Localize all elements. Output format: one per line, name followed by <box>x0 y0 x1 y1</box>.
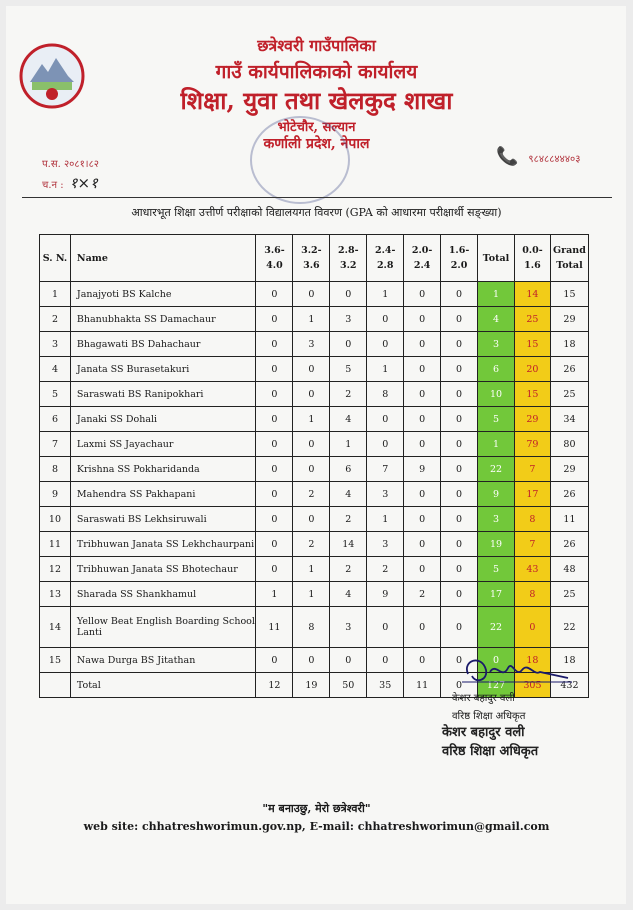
cell-gpa-2.8-3.2: 5 <box>330 357 367 382</box>
cell-gpa-3.2-3.6: 0 <box>293 648 330 673</box>
cell-gpa-3.6-4.0: 0 <box>256 557 293 582</box>
cell-gpa-3.6-4.0: 0 <box>256 407 293 432</box>
province-country: कर्णाली प्रदेश, नेपाल <box>263 136 370 152</box>
cell-school-name: Bhagawati BS Dahachaur <box>70 332 256 357</box>
cell-sn: 10 <box>40 507 71 532</box>
cell-gpa-1.6-2.0: 0 <box>441 507 478 532</box>
cell-gpa-2.4-2.8: 1 <box>367 507 404 532</box>
table-row <box>40 457 589 482</box>
header-divider <box>22 197 612 198</box>
cell-gpa-2.0-2.4: 0 <box>404 282 441 307</box>
cell-gpa-2.4-2.8: 7 <box>367 457 404 482</box>
cell-sn: 13 <box>40 582 71 607</box>
cell-gpa-1.6-2.0: 0 <box>441 457 478 482</box>
cell-gpa-1.6-2.0: 0 <box>441 607 478 648</box>
header-gpa-1.6-2.0: 1.6-2.0 <box>441 235 478 282</box>
cell-gpa-0.0-1.6: 8 <box>514 507 550 532</box>
cell-gpa-1.6-2.0: 0 <box>441 357 478 382</box>
cell-school-name: Janaki SS Dohali <box>70 407 256 432</box>
cell-gpa-0.0-1.6: 79 <box>514 432 550 457</box>
cell-gpa-1.6-2.0: 0 <box>441 307 478 332</box>
cell-gpa-2.8-3.2: 2 <box>330 557 367 582</box>
cell-gpa-2.4-2.8: 0 <box>367 307 404 332</box>
header-gpa-2.8-3.2: 2.8-3.2 <box>330 235 367 282</box>
cell-school-name: Saraswati BS Ranipokhari <box>70 382 256 407</box>
officer-title-small: वरिष्ठ शिक्षा अधिकृत <box>452 711 526 722</box>
cell-grand-total: 26 <box>550 357 588 382</box>
cell-gpa-2.8-3.2: 3 <box>330 607 367 648</box>
phone-contact <box>496 146 580 167</box>
cell-sn: 6 <box>40 407 71 432</box>
cell-school-name: Bhanubhakta SS Damachaur <box>70 307 256 332</box>
cell-gpa-2.4-2.8: 0 <box>367 332 404 357</box>
cell-gpa-2.8-3.2: 0 <box>330 282 367 307</box>
table-row <box>40 607 589 648</box>
cell-total: 9 <box>478 482 515 507</box>
cell-gpa-3.2-3.6: 1 <box>293 307 330 332</box>
cell-gpa-3.6-4.0: 0 <box>256 648 293 673</box>
header-gpa-2.0-2.4: 2.0-2.4 <box>404 235 441 282</box>
cell-total: 0 <box>478 648 515 673</box>
cell-gpa-0.0-1.6: 7 <box>514 532 550 557</box>
cell-gpa-2.4-2.8: 3 <box>367 532 404 557</box>
cell-school-name: Janajyoti BS Kalche <box>70 282 256 307</box>
cell-total-gpa-0.0-1.6: 305 <box>514 673 550 698</box>
cell-grand-total: 22 <box>550 607 588 648</box>
cell-sn: 12 <box>40 557 71 582</box>
cell-total-gpa-2.0-2.4: 11 <box>404 673 441 698</box>
cell-sn: 4 <box>40 357 71 382</box>
cell-gpa-3.2-3.6: 1 <box>293 407 330 432</box>
cell-gpa-0.0-1.6: 8 <box>514 582 550 607</box>
cell-gpa-2.4-2.8: 3 <box>367 482 404 507</box>
cell-grand-total: 29 <box>550 457 588 482</box>
cell-total: 6 <box>478 357 515 382</box>
slogan: "म बनाउछु, मेरो छत्रेश्वरी" <box>262 802 371 815</box>
cell-gpa-3.2-3.6: 1 <box>293 582 330 607</box>
cell-gpa-2.4-2.8: 0 <box>367 607 404 648</box>
cell-gpa-2.0-2.4: 0 <box>404 532 441 557</box>
cell-total-gpa-3.2-3.6: 19 <box>293 673 330 698</box>
cell-gpa-2.0-2.4: 0 <box>404 607 441 648</box>
cell-gpa-2.0-2.4: 0 <box>404 507 441 532</box>
cell-gpa-2.0-2.4: 0 <box>404 482 441 507</box>
cell-gpa-3.2-3.6: 0 <box>293 457 330 482</box>
cell-gpa-3.6-4.0: 0 <box>256 382 293 407</box>
cell-gpa-0.0-1.6: 17 <box>514 482 550 507</box>
cell-total: 19 <box>478 532 515 557</box>
cell-school-name: Laxmi SS Jayachaur <box>70 432 256 457</box>
cell-gpa-1.6-2.0: 0 <box>441 532 478 557</box>
officer-name-small: केशर बहादुर वली <box>452 693 515 704</box>
cell-gpa-2.0-2.4: 0 <box>404 332 441 357</box>
phone-icon: 📞 <box>496 146 519 167</box>
cell-total: 17 <box>478 582 515 607</box>
municipality-name: छत्रेश्वरी गाउँपालिका <box>257 36 376 55</box>
cell-gpa-3.6-4.0: 0 <box>256 432 293 457</box>
cell-gpa-3.2-3.6: 2 <box>293 532 330 557</box>
officer-title-bold: वरिष्ठ शिक्षा अधिकृत <box>442 744 539 759</box>
cell-gpa-2.0-2.4: 0 <box>404 382 441 407</box>
cell-school-name: Krishna SS Pokharidanda <box>70 457 256 482</box>
cell-school-name: Tribhuwan Janata SS Lekhchaurpani <box>70 532 256 557</box>
cell-gpa-2.8-3.2: 6 <box>330 457 367 482</box>
gpa-results-table <box>39 234 589 698</box>
cell-gpa-2.4-2.8: 0 <box>367 407 404 432</box>
cell-gpa-2.0-2.4: 0 <box>404 407 441 432</box>
cn-number <box>42 173 98 193</box>
table-row <box>40 407 589 432</box>
cell-gpa-2.0-2.4: 0 <box>404 648 441 673</box>
cell-gpa-0.0-1.6: 15 <box>514 382 550 407</box>
cell-sn: 5 <box>40 382 71 407</box>
handwritten-signature <box>456 652 576 692</box>
cell-sn: 11 <box>40 532 71 557</box>
table-row <box>40 557 589 582</box>
cell-total-gpa-2.8-3.2: 50 <box>330 673 367 698</box>
cell-gpa-3.6-4.0: 0 <box>256 457 293 482</box>
cell-grand-total: 26 <box>550 482 588 507</box>
cell-total-grand-total: 432 <box>550 673 588 698</box>
phone-number: ९८४८८४४४०३ <box>528 154 581 165</box>
table-row <box>40 382 589 407</box>
cell-total-label: Total <box>70 673 256 698</box>
cell-gpa-1.6-2.0: 0 <box>441 582 478 607</box>
cell-gpa-2.8-3.2: 0 <box>330 648 367 673</box>
cell-total-total: 127 <box>478 673 515 698</box>
office-name: गाउँ कार्यपालिकाको कार्यालय <box>215 61 418 83</box>
cell-gpa-1.6-2.0: 0 <box>441 557 478 582</box>
cell-grand-total: 18 <box>550 648 588 673</box>
table-row <box>40 582 589 607</box>
cell-gpa-2.0-2.4: 0 <box>404 357 441 382</box>
ps-number: प.स. २०८१।८२ <box>42 159 99 170</box>
cell-sn <box>40 673 71 698</box>
cell-total: 1 <box>478 432 515 457</box>
office-location: भोटेचौर, सल्यान <box>277 120 356 135</box>
header-gpa-2.4-2.8: 2.4-2.8 <box>367 235 404 282</box>
cell-total: 10 <box>478 382 515 407</box>
cell-gpa-1.6-2.0: 0 <box>441 407 478 432</box>
cell-total-gpa-3.6-4.0: 12 <box>256 673 293 698</box>
table-row <box>40 507 589 532</box>
table-row <box>40 357 589 382</box>
cell-total: 3 <box>478 332 515 357</box>
cell-gpa-0.0-1.6: 0 <box>514 607 550 648</box>
cell-total: 3 <box>478 507 515 532</box>
cn-value: १×१ <box>69 174 98 192</box>
table-row <box>40 282 589 307</box>
header-gpa-0.0-1.6: 0.0-1.6 <box>514 235 550 282</box>
cell-grand-total: 25 <box>550 382 588 407</box>
table-header-row <box>40 235 589 282</box>
table-row <box>40 482 589 507</box>
cell-gpa-0.0-1.6: 25 <box>514 307 550 332</box>
cell-total: 4 <box>478 307 515 332</box>
cell-gpa-3.2-3.6: 0 <box>293 432 330 457</box>
cn-label: च.न : <box>42 180 64 191</box>
cell-grand-total: 48 <box>550 557 588 582</box>
cell-grand-total: 26 <box>550 532 588 557</box>
cell-total: 1 <box>478 282 515 307</box>
cell-gpa-1.6-2.0: 0 <box>441 332 478 357</box>
cell-grand-total: 80 <box>550 432 588 457</box>
cell-gpa-2.8-3.2: 0 <box>330 332 367 357</box>
cell-gpa-2.0-2.4: 0 <box>404 432 441 457</box>
cell-gpa-2.8-3.2: 4 <box>330 407 367 432</box>
cell-gpa-3.6-4.0: 11 <box>256 607 293 648</box>
cell-gpa-2.4-2.8: 0 <box>367 648 404 673</box>
office-stamp <box>250 116 350 204</box>
cell-gpa-2.8-3.2: 1 <box>330 432 367 457</box>
cell-gpa-1.6-2.0: 0 <box>441 382 478 407</box>
cell-gpa-2.4-2.8: 2 <box>367 557 404 582</box>
cell-total: 5 <box>478 557 515 582</box>
cell-gpa-2.0-2.4: 2 <box>404 582 441 607</box>
header-gpa-3.2-3.6: 3.2-3.6 <box>293 235 330 282</box>
cell-gpa-3.6-4.0: 0 <box>256 307 293 332</box>
cell-gpa-2.8-3.2: 2 <box>330 382 367 407</box>
cell-sn: 2 <box>40 307 71 332</box>
cell-school-name: Sharada SS Shankhamul <box>70 582 256 607</box>
cell-total: 5 <box>478 407 515 432</box>
cell-gpa-3.2-3.6: 0 <box>293 382 330 407</box>
cell-gpa-2.4-2.8: 8 <box>367 382 404 407</box>
cell-gpa-3.6-4.0: 0 <box>256 532 293 557</box>
footer-contact: web site: chhatreshworimun.gov.np, E-mail: chhatreshworimun@gmail.com <box>83 820 550 833</box>
cell-gpa-2.4-2.8: 1 <box>367 357 404 382</box>
cell-gpa-0.0-1.6: 7 <box>514 457 550 482</box>
cell-school-name: Nawa Durga BS Jitathan <box>70 648 256 673</box>
cell-gpa-0.0-1.6: 43 <box>514 557 550 582</box>
cell-school-name: Yellow Beat English Boarding School Lanti <box>70 607 256 648</box>
cell-gpa-3.6-4.0: 1 <box>256 582 293 607</box>
cell-gpa-1.6-2.0: 0 <box>441 432 478 457</box>
cell-gpa-2.8-3.2: 4 <box>330 482 367 507</box>
cell-gpa-2.4-2.8: 9 <box>367 582 404 607</box>
cell-total-gpa-2.4-2.8: 35 <box>367 673 404 698</box>
table-row <box>40 532 589 557</box>
cell-school-name: Tribhuwan Janata SS Bhotechaur <box>70 557 256 582</box>
table-row <box>40 332 589 357</box>
cell-gpa-2.8-3.2: 2 <box>330 507 367 532</box>
cell-gpa-2.4-2.8: 0 <box>367 432 404 457</box>
cell-gpa-2.8-3.2: 4 <box>330 582 367 607</box>
cell-school-name: Saraswati BS Lekhsiruwali <box>70 507 256 532</box>
cell-gpa-3.6-4.0: 0 <box>256 332 293 357</box>
cell-gpa-3.6-4.0: 0 <box>256 282 293 307</box>
cell-gpa-1.6-2.0: 0 <box>441 482 478 507</box>
header-gpa-3.6-4.0: 3.6-4.0 <box>256 235 293 282</box>
document-subtitle: आधारभूत शिक्षा उत्तीर्ण परीक्षाको विद्यालयगत विवरण (GPA को आधारमा परीक्षार्थी सङ्ख्या) <box>131 206 502 219</box>
cell-grand-total: 15 <box>550 282 588 307</box>
header-grand-total: Grand Total <box>550 235 588 282</box>
cell-gpa-3.6-4.0: 0 <box>256 357 293 382</box>
cell-gpa-3.2-3.6: 0 <box>293 507 330 532</box>
cell-gpa-2.4-2.8: 1 <box>367 282 404 307</box>
cell-gpa-1.6-2.0: 0 <box>441 648 478 673</box>
cell-gpa-0.0-1.6: 15 <box>514 332 550 357</box>
cell-grand-total: 29 <box>550 307 588 332</box>
cell-gpa-2.8-3.2: 14 <box>330 532 367 557</box>
cell-gpa-0.0-1.6: 18 <box>514 648 550 673</box>
officer-name-bold: केशर बहादुर वली <box>442 725 525 740</box>
cell-school-name: Mahendra SS Pakhapani <box>70 482 256 507</box>
section-name: शिक्षा, युवा तथा खेलकुद शाखा <box>180 86 453 115</box>
cell-gpa-0.0-1.6: 29 <box>514 407 550 432</box>
cell-grand-total: 11 <box>550 507 588 532</box>
cell-gpa-3.2-3.6: 2 <box>293 482 330 507</box>
cell-sn: 1 <box>40 282 71 307</box>
cell-gpa-0.0-1.6: 14 <box>514 282 550 307</box>
cell-grand-total: 25 <box>550 582 588 607</box>
header-name: Name <box>70 235 256 282</box>
cell-grand-total: 18 <box>550 332 588 357</box>
cell-gpa-0.0-1.6: 20 <box>514 357 550 382</box>
cell-total: 22 <box>478 607 515 648</box>
cell-gpa-2.0-2.4: 9 <box>404 457 441 482</box>
cell-sn: 14 <box>40 607 71 648</box>
table-row <box>40 307 589 332</box>
cell-gpa-3.2-3.6: 8 <box>293 607 330 648</box>
cell-sn: 8 <box>40 457 71 482</box>
cell-sn: 9 <box>40 482 71 507</box>
cell-sn: 15 <box>40 648 71 673</box>
header-sn: S. N. <box>40 235 71 282</box>
cell-gpa-1.6-2.0: 0 <box>441 282 478 307</box>
cell-gpa-3.2-3.6: 0 <box>293 357 330 382</box>
cell-gpa-3.6-4.0: 0 <box>256 482 293 507</box>
cell-sn: 7 <box>40 432 71 457</box>
table-row <box>40 432 589 457</box>
header-total: Total <box>478 235 515 282</box>
cell-gpa-3.2-3.6: 1 <box>293 557 330 582</box>
cell-total: 22 <box>478 457 515 482</box>
cell-gpa-3.2-3.6: 3 <box>293 332 330 357</box>
cell-gpa-2.0-2.4: 0 <box>404 307 441 332</box>
cell-gpa-3.6-4.0: 0 <box>256 507 293 532</box>
cell-total-gpa-1.6-2.0: 0 <box>441 673 478 698</box>
cell-gpa-3.2-3.6: 0 <box>293 282 330 307</box>
cell-school-name: Janata SS Burasetakuri <box>70 357 256 382</box>
cell-grand-total: 34 <box>550 407 588 432</box>
cell-gpa-2.8-3.2: 3 <box>330 307 367 332</box>
cell-gpa-2.0-2.4: 0 <box>404 557 441 582</box>
cell-sn: 3 <box>40 332 71 357</box>
